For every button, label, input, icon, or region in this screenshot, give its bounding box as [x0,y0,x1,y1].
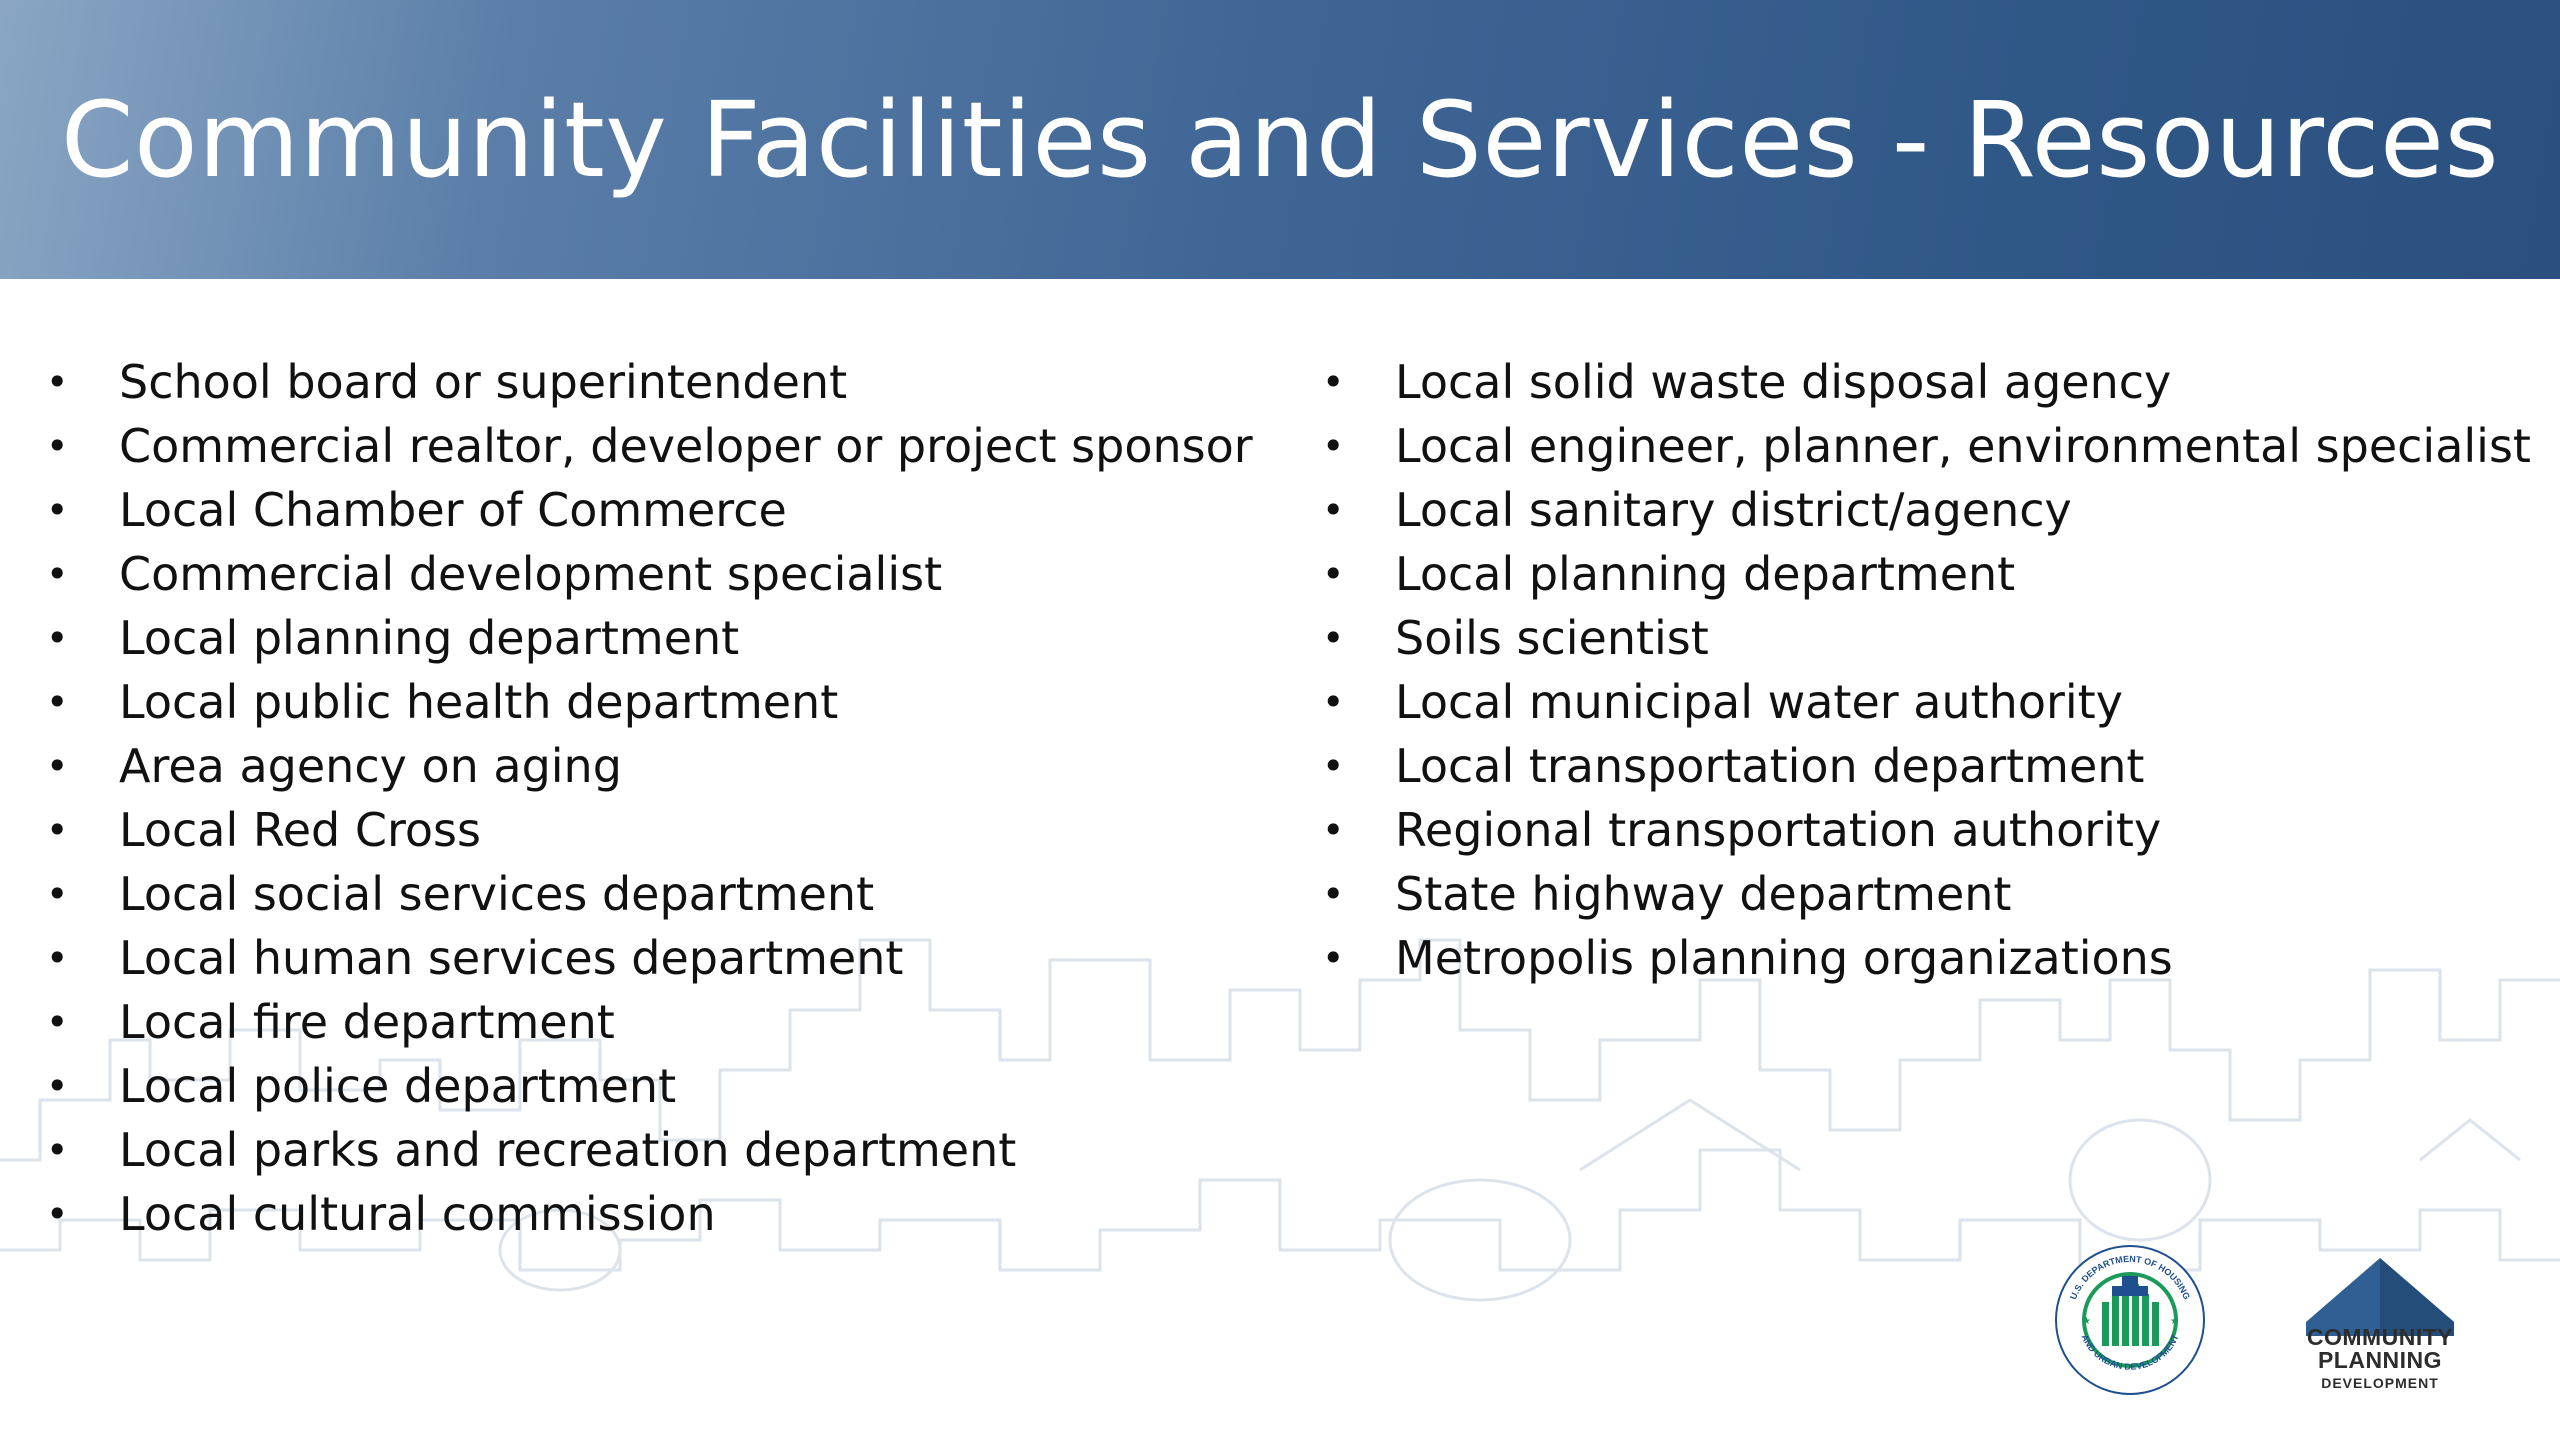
list-item-text: Local police department [119,1059,677,1113]
list-item-text: Local fire department [119,995,615,1049]
list-item [1322,734,2542,798]
list-item-text: Local human services department [119,931,904,985]
list-item [46,478,1276,542]
bullet: • [46,616,69,660]
svg-text:★: ★ [2170,1316,2179,1327]
list-item [1322,414,2542,478]
svg-text:AND URBAN DEVELOPMENT: AND URBAN DEVELOPMENT [2079,1332,2181,1372]
list-item [46,798,1276,862]
list-item [1322,798,2542,862]
list-item [1322,862,2542,926]
list-item-text: School board or superintendent [119,355,848,409]
cpd-line-community: COMMUNITY [2306,1324,2454,1350]
list-item-text: Local planning department [1395,547,2016,601]
list-item [1322,478,2542,542]
bullet: • [46,808,69,852]
list-item [46,862,1276,926]
bullet: • [1322,744,1345,788]
list-item [46,1118,1276,1182]
bullet: • [46,488,69,532]
cpd-wordmark [2300,1326,2460,1390]
slide-title: Community Facilities and Services - Resources [60,78,2500,201]
list-item [46,990,1276,1054]
hud-seal-logo [2050,1240,2210,1400]
list-item-text: Local sanitary district/agency [1395,483,2072,537]
list-item-text: Local municipal water authority [1395,675,2123,729]
list-item-text: Soils scientist [1395,611,1709,665]
bullet: • [46,936,69,980]
list-item [46,670,1276,734]
list-item-text: Local cultural commission [119,1187,716,1241]
list-item-text: Local public health department [119,675,839,729]
list-item [1322,670,2542,734]
list-item-text: Commercial realtor, developer or project sponsor [119,419,1253,473]
footer-logos [2050,1240,2480,1400]
bullet: • [1322,488,1345,532]
left-resource-list [46,350,1276,1246]
list-item-text: Local Chamber of Commerce [119,483,787,537]
list-item-text: Metropolis planning organizations [1395,931,2173,985]
bullet: • [46,552,69,596]
list-item [46,542,1276,606]
list-item [1322,606,2542,670]
list-item [1322,542,2542,606]
bullet: • [46,1128,69,1172]
bullet: • [1322,680,1345,724]
bullet: • [1322,872,1345,916]
list-item-text: Local engineer, planner, environmental specialist [1395,419,2531,473]
bullet: • [1322,616,1345,660]
cpd-line-development: DEVELOPMENT [2321,1375,2439,1391]
bullet: • [46,1192,69,1236]
list-item-text: Local transportation department [1395,739,2145,793]
list-item-text: Local solid waste disposal agency [1395,355,2172,409]
list-item [46,414,1276,478]
list-item [1322,350,2542,414]
bullet: • [46,872,69,916]
bullet: • [46,360,69,404]
list-item [1322,926,2542,990]
list-item-text: Local parks and recreation department [119,1123,1017,1177]
bullet: • [1322,360,1345,404]
right-resource-list [1322,350,2542,990]
list-item [46,606,1276,670]
list-item [46,734,1276,798]
list-item-text: Regional transportation authority [1395,803,2162,857]
list-item-text: State highway department [1395,867,2012,921]
list-item-text: Local planning department [119,611,740,665]
bullet: • [1322,424,1345,468]
list-item-text: Area agency on aging [119,739,622,793]
list-item [46,350,1276,414]
bullet: • [46,1064,69,1108]
list-item [46,1182,1276,1246]
list-item [46,1054,1276,1118]
bullet: • [46,424,69,468]
list-item-text: Local social services department [119,867,875,921]
bullet: • [46,680,69,724]
bullet: • [1322,552,1345,596]
bullet: • [1322,808,1345,852]
list-item-text: Local Red Cross [119,803,481,857]
bullet: • [46,744,69,788]
list-item [46,926,1276,990]
cpd-line-planning: PLANNING [2317,1347,2443,1373]
svg-text:★: ★ [2082,1316,2091,1327]
svg-text:U.S. DEPARTMENT OF HOUSING: U.S. DEPARTMENT OF HOUSING [2068,1253,2192,1301]
bullet: • [1322,936,1345,980]
list-item-text: Commercial development specialist [119,547,943,601]
bullet: • [46,1000,69,1044]
